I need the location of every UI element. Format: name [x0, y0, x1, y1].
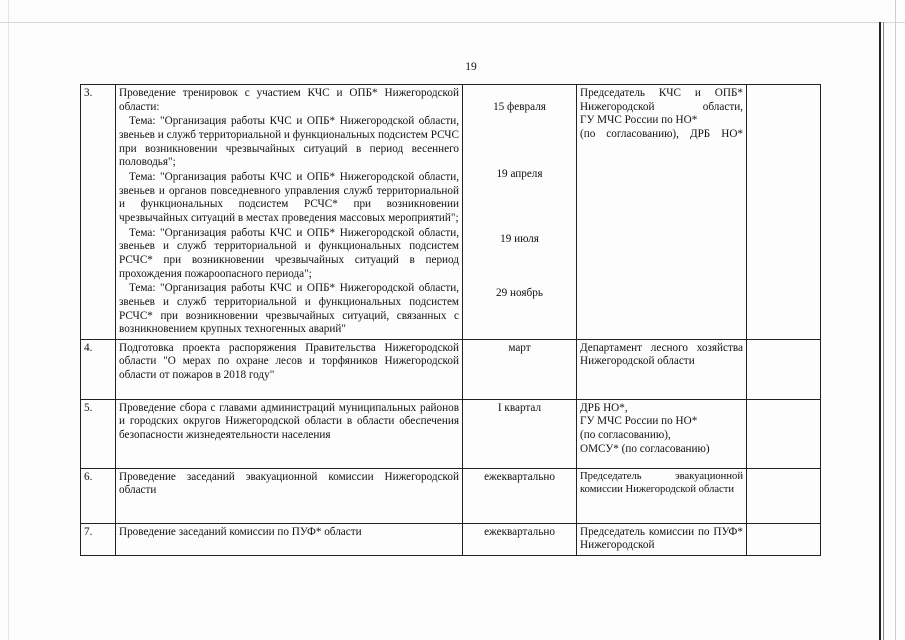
term-cell: ежеквартально	[463, 468, 577, 523]
row-number: 5.	[81, 399, 116, 468]
responsible-line: (по согласованию),	[580, 429, 671, 442]
event-topic: Тема: "Организация работы КЧС и ОПБ* Нижегородской области, звеньев и органов повседневного управления служб территориальной и функциональных подсистем РСЧС* при возникновении чрезвычайных ситуаций в местах проведения массовых мероприятий";	[119, 170, 459, 224]
event-cell: Проведение сбора с главами администраций муниципальных районов и городских округов Нижегородской области в области обеспечения безопасности жизнедеятельности населения	[116, 399, 463, 468]
event-topic: Тема: "Организация работы КЧС и ОПБ* Нижегородской области, звеньев и служб территориальной и функциональных подсистем РСЧС* при возникновении чрезвычайных ситуаций в период прохождения пожароопасного периода";	[119, 226, 459, 280]
scan-right-edge	[879, 22, 881, 640]
note-cell	[747, 523, 821, 555]
row-number: 7.	[81, 523, 116, 555]
responsible-line: (по согласованию), ДРБ НО*	[580, 127, 743, 140]
table-row	[81, 523, 821, 555]
table-row	[81, 339, 821, 399]
responsible-line: ДРБ НО*,	[580, 401, 628, 414]
scan-right-edge-inner	[883, 22, 884, 640]
responsible-cell	[577, 85, 747, 340]
scan-right-outer-edge	[895, 0, 896, 640]
event-cell: Проведение заседаний эвакуационной комиссии Нижегородской области	[116, 468, 463, 523]
scan-left-edge	[8, 0, 9, 640]
responsible-line: ГУ МЧС России по НО*	[580, 114, 698, 127]
event-topic: Тема: "Организация работы КЧС и ОПБ* Нижегородской области, звеньев и служб территориальной и функциональных подсистем РСЧС* при возникновении чрезвычайных ситуаций, связанных с возникновением крупных техногенных аварий"	[119, 282, 459, 336]
table-row	[81, 468, 821, 523]
table-row	[81, 399, 821, 468]
term-date: 19 апреля	[496, 167, 543, 180]
term-cell: март	[463, 339, 577, 399]
responsible-cell: Председатель комиссии по ПУФ* Нижегородской	[577, 523, 747, 555]
event-cell: Подготовка проекта распоряжения Правительства Нижегородской области "О мерах по охране лесов и торфяников Нижегородской области от пожаров в 2018 году"	[116, 339, 463, 399]
term-cell: I квартал	[463, 399, 577, 468]
term-cell: ежеквартально	[463, 523, 577, 555]
term-date: 15 февраля	[493, 101, 546, 113]
responsible-cell	[577, 399, 747, 468]
event-topic: Тема: "Организация работы КЧС и ОПБ* Нижегородской области, звеньев и служб территориальной и функциональных подсистем РСЧС при возникновении чрезвычайных ситуаций в период весеннего половодья";	[119, 115, 459, 169]
responsible-cell: Департамент лесного хозяйства Нижегородской области	[577, 339, 747, 399]
term-date: 19 июля	[500, 233, 539, 246]
event-cell: Проведение заседаний комиссии по ПУФ* области	[116, 523, 463, 555]
note-cell	[747, 339, 821, 399]
row-number: 3.	[81, 85, 116, 340]
table-row	[81, 85, 821, 340]
event-cell	[116, 85, 463, 340]
note-cell	[747, 85, 821, 340]
term-date: 29 ноябрь	[496, 286, 543, 299]
note-cell	[747, 468, 821, 523]
responsible-line: ОМСУ* (по согласованию)	[580, 442, 710, 455]
row-number: 4.	[81, 339, 116, 399]
row-number: 6.	[81, 468, 116, 523]
event-title: Проведение тренировок с участием КЧС и ОПБ* Нижегородской области:	[119, 87, 459, 113]
responsible-line: ГУ МЧС России по НО*	[580, 415, 698, 428]
responsible-cell: Председатель эвакуационной комиссии Нижегородской области	[577, 468, 747, 523]
scan-top-edge	[0, 22, 905, 23]
responsible-line: Председатель КЧС и ОПБ* Нижегородской области,	[580, 87, 743, 113]
events-table	[80, 84, 821, 556]
page-number: 19	[465, 61, 477, 73]
note-cell	[747, 399, 821, 468]
term-cell	[463, 85, 577, 340]
